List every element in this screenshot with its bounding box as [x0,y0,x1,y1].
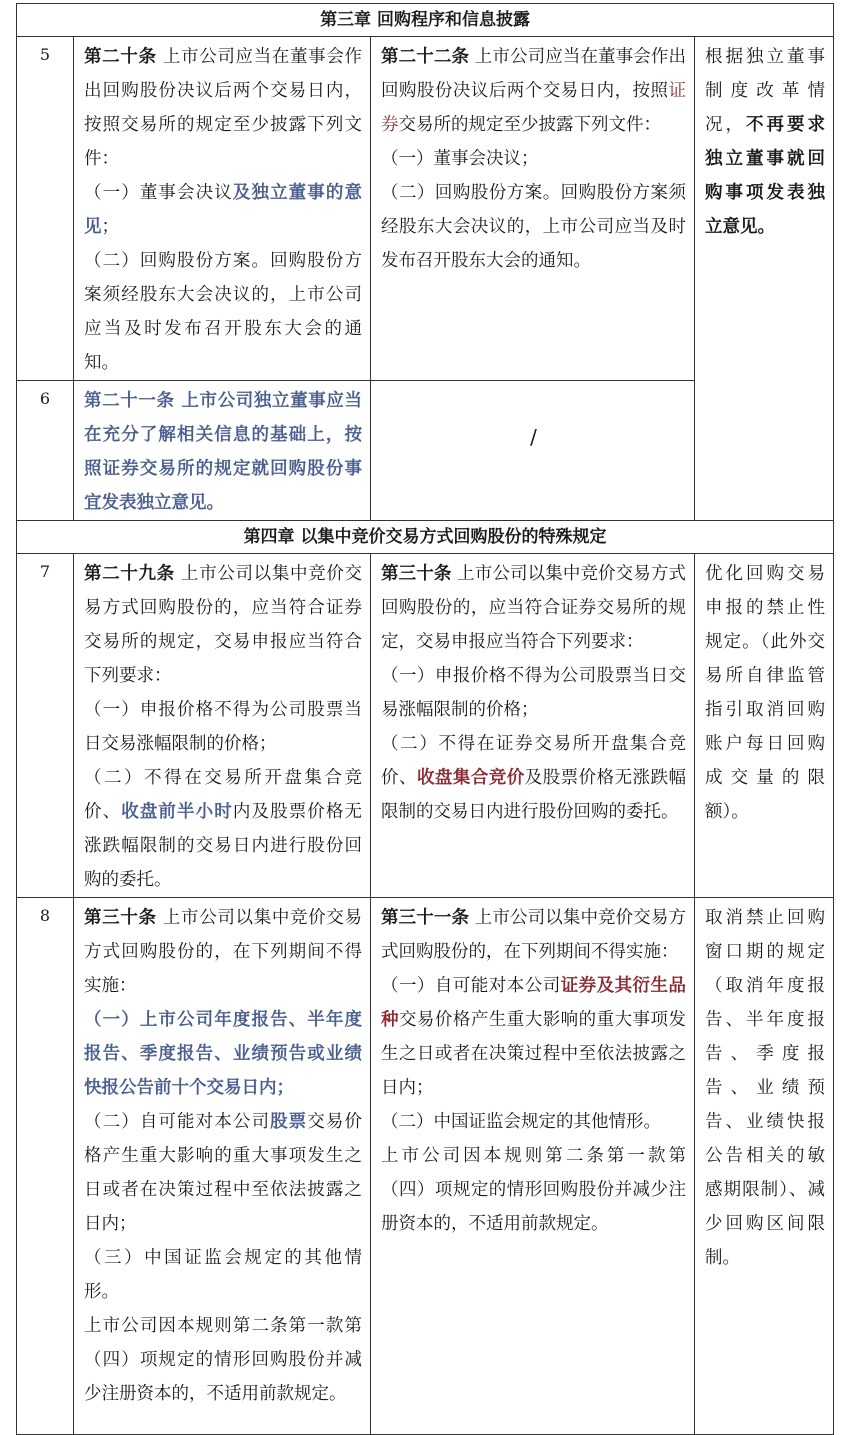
rule-text: （一）董事会决议 [84,183,233,203]
rule-text: 及股票价格无涨跌幅限制的交易日内进行股份回购的委托。 [381,768,686,822]
remark-text: 优化回购交易申报的禁止性规定。（此外交易所自律监管指引取消回购账户每日回购成交量的限额）。 [705,564,826,822]
none-placeholder: / [530,425,537,449]
rule-text: （二）回购股份方案。回购股份方案须经股东大会决议的，上市公司应当及时发布召开股东大会的通知。 [84,251,362,373]
old-rule-cell [74,37,371,381]
article-heading: 第三十条 [84,908,157,928]
row-number: 5 [17,37,74,381]
rule-text: 上市公司以集中竞价交易方式回购股份的，在下列期间不得实施： [381,908,687,962]
rule-text: （一）董事会决议； [381,149,539,169]
rule-text: （三）中国证监会规定的其他情形。 [84,1248,362,1302]
row-number: 8 [17,898,74,1435]
rule-text: （一）申报价格不得为公司股票当日交易涨幅限制的价格； [381,666,686,720]
changed-text: 证券及其衍生品种 [381,976,686,1030]
article-heading: 第三十条 [381,564,452,584]
changed-text: 股票 [270,1112,308,1132]
remark-emphasis: 不再要求独立董事就回购事项发表独立意见。 [705,115,826,237]
article-heading: 第二十条 [84,47,157,67]
rule-text: （一）申报价格不得为公司股票当日交易涨幅限制的价格； [84,700,362,754]
article-heading: 第二十二条 [381,47,470,67]
chapter-header-row [17,521,834,554]
rule-text: 上市公司以集中竞价交易方式回购股份的，应当符合证券交易所的规定，交易申报应当符合下列要求： [84,564,362,686]
remark-text: 根据独立董事制度改革情况， [705,47,826,135]
rule-text: ； [101,217,119,237]
old-rule-cell [74,554,371,898]
rule-text: 上市公司应当在董事会作出回购股份决议后两个交易日内，按照交易所的规定至少披露下列文件： [84,47,363,169]
remark-cell [695,37,834,521]
rule-text: 交易所的规定至少披露下列文件： [398,115,661,135]
new-rule-cell [371,898,695,1435]
rule-text: （二）不得在证券交易所开盘集合竞价、 [381,734,686,788]
rule-text: 内及股票价格无涨跌幅限制的交易日内进行股份回购的委托。 [84,802,363,890]
table-row [17,37,834,381]
rule-text: （一）自可能对本公司 [381,976,561,996]
new-rule-cell [371,381,695,521]
changed-text: 及独立董事的意见 [84,183,363,237]
changed-text: 收盘集合竞价 [416,768,525,788]
rule-text: （二）自可能对本公司 [84,1112,271,1132]
article-heading: 第二十九条 [84,564,175,584]
new-rule-cell [371,37,695,381]
row-number: 6 [17,381,74,521]
remark-cell [695,554,834,898]
rule-text: 上市公司以集中竞价交易方式回购股份的，应当符合证券交易所的规定，交易申报应当符合下列要求： [381,564,687,652]
old-rule-cell [74,898,371,1435]
table-row [17,554,834,898]
deleted-article-text: 第二十一条 上市公司独立董事应当在充分了解相关信息的基础上，按照证券交易所的规定就回购股份事宜发表独立意见。 [84,391,362,513]
remark-cell [695,898,834,1435]
old-rule-cell [74,381,371,521]
article-heading: 第三十一条 [381,908,470,928]
rule-text: 上市公司以集中竞价交易方式回购股份的，在下列期间不得实施： [84,908,363,996]
table-row [17,898,834,1435]
remark-text: 取消禁止回购窗口期的规定（取消年度报告、半年度报告、季度报告、业绩预告、业绩快报公告相关的敏感期限制）、减少回购区间限制。 [705,908,826,1268]
new-rule-cell [371,554,695,898]
rule-text: （二）回购股份方案。回购股份方案须经股东大会决议的，上市公司应当及时发布召开股东大会的通知。 [381,183,686,271]
deleted-text: （一）上市公司年度报告、半年度报告、季度报告、业绩预告或业绩快报公告前十个交易日内； [84,1010,362,1098]
rule-text: 上市公司因本规则第二条第一款第（四）项规定的情形回购股份并减少注册资本的，不适用前款规定。 [84,1316,362,1404]
rule-text: 上市公司应当在董事会作出回购股份决议后两个交易日内，按照 [381,47,687,101]
rule-text: 上市公司因本规则第二条第一款第（四）项规定的情形回购股份并减少注册资本的，不适用前款规定。 [381,1146,686,1234]
rule-text: 交易价格产生重大影响的重大事项发生之日或者在决策过程中至依法披露之日内； [381,1010,686,1098]
rule-text: 交易价格产生重大影响的重大事项发生之日或者在决策过程中至依法披露之日内； [84,1112,363,1234]
changed-text: 证券 [381,81,686,135]
chapter-4-title: 第四章 以集中竞价交易方式回购股份的特殊规定 [17,521,834,554]
row-number: 7 [17,554,74,898]
comparison-table [16,3,834,1435]
chapter-3-title: 第三章 回购程序和信息披露 [17,4,834,37]
rule-text: （二）不得在交易所开盘集合竞价、 [84,768,362,822]
changed-text: 收盘前半小时 [121,802,233,822]
rule-text: （二）中国证监会规定的其他情形。 [381,1112,661,1132]
chapter-header-row [17,4,834,37]
